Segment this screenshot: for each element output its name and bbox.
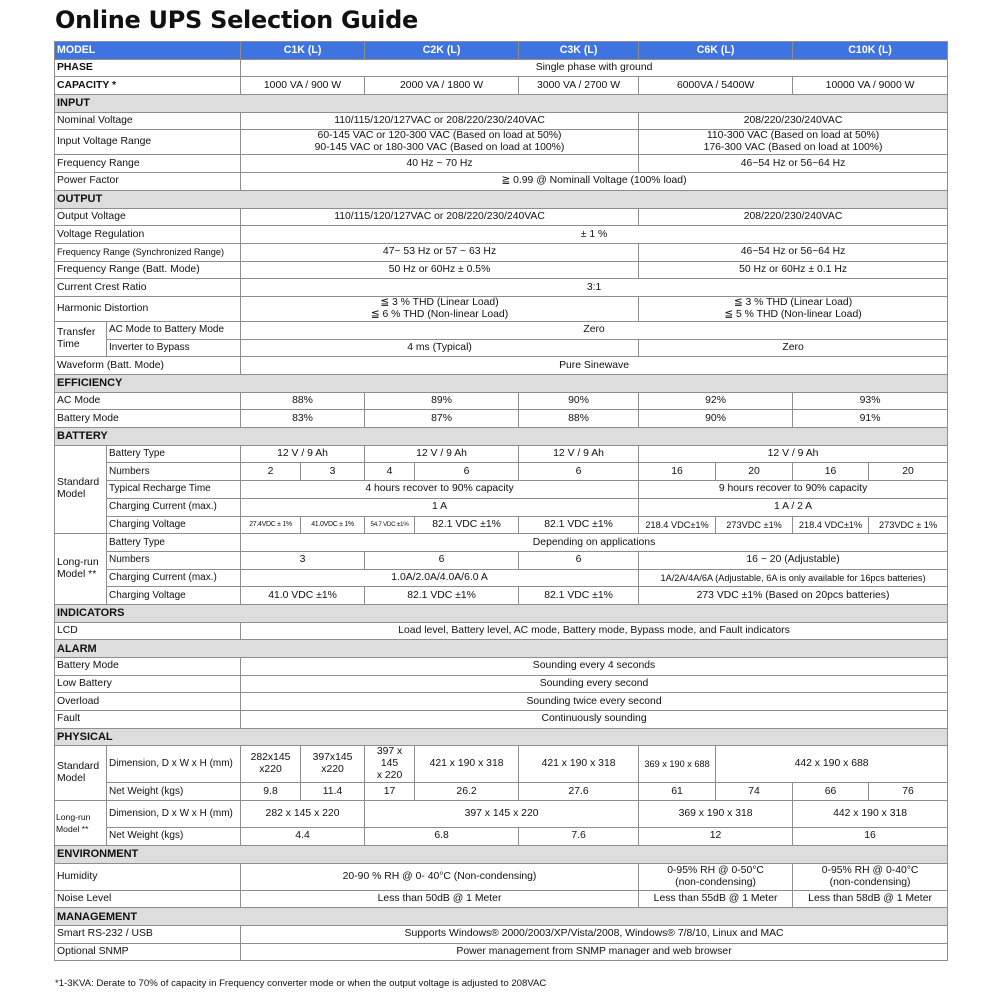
header-c10k: C10K (L) (793, 42, 948, 60)
bat-voltage-6: 218.4 VDC±1% (639, 516, 716, 534)
alarm-battery-mode-row (55, 658, 948, 676)
phys-std-weight-3: 17 (365, 783, 415, 801)
capacity-label: CAPACITY * (55, 77, 241, 95)
bat-numbers-6: 16 (639, 463, 716, 481)
section-management (55, 908, 948, 926)
output-thd-a: ≦ 3 % THD (Linear Load) ≦ 6 % THD (Non-linear Load) (241, 296, 639, 321)
indicators-lcd-row (55, 622, 948, 640)
bat-lr-voltage-row (55, 587, 948, 605)
phys-std-weight-9: 76 (869, 783, 948, 801)
eff-ac-c1k: 88% (241, 392, 365, 410)
eff-ac-row (55, 392, 948, 410)
env-humidity-a: 20-90 % RH @ 0- 40°C (Non-condensing) (241, 863, 639, 890)
bat-voltage-5: 82.1 VDC ±1% (519, 516, 639, 534)
eff-ac-c3k: 90% (519, 392, 639, 410)
phys-lr-weight-c10k: 16 (793, 828, 948, 846)
env-humidity-label: Humidity (55, 863, 241, 890)
input-nominal-b: 208/220/230/240VAC (639, 112, 948, 130)
header-c2k: C2K (L) (365, 42, 519, 60)
env-noise-row (55, 890, 948, 908)
phys-standard-label: Standard Model (55, 746, 107, 801)
phase-value: Single phase with ground (241, 59, 948, 77)
phys-std-weight-row (55, 783, 948, 801)
alarm-battery-mode-value: Sounding every 4 seconds (241, 658, 948, 676)
input-nominal-label: Nominal Voltage (55, 112, 241, 130)
phys-std-weight-7: 74 (716, 783, 793, 801)
section-battery (55, 428, 948, 446)
bat-longrun-label: Long-run Model ** (55, 534, 107, 605)
header-row (55, 42, 948, 60)
output-voltage-b: 208/220/230/240VAC (639, 208, 948, 226)
input-nominal-a: 110/115/120/127VAC or 208/220/230/240VAC (241, 112, 639, 130)
output-transfer-label: Transfer Time (55, 321, 107, 356)
output-voltage-a: 110/115/120/127VAC or 208/220/230/240VAC (241, 208, 639, 226)
phys-std-weight-6: 61 (639, 783, 716, 801)
bat-voltage-row (55, 516, 948, 534)
phys-std-dim-6: 369 x 190 x 688 (639, 746, 716, 783)
env-noise-c10k: Less than 58dB @ 1 Meter (793, 890, 948, 908)
output-wave-value: Pure Sinewave (241, 357, 948, 375)
phys-std-dim-1: 282x145 x220 (241, 746, 301, 783)
input-range-row (55, 130, 948, 155)
output-ac-batt-value: Zero (241, 321, 948, 339)
output-sync-a: 47~ 53 Hz or 57 ~ 63 Hz (241, 243, 639, 261)
output-crest-value: 3:1 (241, 279, 948, 297)
eff-ac-label: AC Mode (55, 392, 241, 410)
section-efficiency (55, 375, 948, 393)
header-c1k: C1K (L) (241, 42, 365, 60)
phys-std-weight-label: Net Weight (kgs) (107, 783, 241, 801)
output-reg-row (55, 226, 948, 244)
output-transfer-row-2 (55, 339, 948, 357)
mgmt-rs232-row (55, 925, 948, 943)
phys-std-dim-5: 421 x 190 x 318 (519, 746, 639, 783)
section-alarm-label: ALARM (55, 640, 948, 658)
output-wave-row (55, 357, 948, 375)
output-voltage-row (55, 208, 948, 226)
bat-type-row (55, 445, 948, 463)
bat-current-label: Charging Current (max.) (107, 498, 241, 516)
phys-std-weight-1: 9.8 (241, 783, 301, 801)
section-physical-label: PHYSICAL (55, 728, 948, 746)
bat-lr-voltage-c6k-c10k: 273 VDC ±1% (Based on 20pcs batteries) (639, 587, 948, 605)
output-ac-batt-label: AC Mode to Battery Mode (107, 321, 241, 339)
phase-label: PHASE (55, 59, 241, 77)
eff-batt-c2k: 87% (365, 410, 519, 428)
input-pf-value: ≧ 0.99 @ Nominall Voltage (100% load) (241, 173, 948, 191)
eff-batt-c6k: 90% (639, 410, 793, 428)
input-freq-label: Frequency Range (55, 155, 241, 173)
section-environment-label: ENVIRONMENT (55, 845, 948, 863)
alarm-fault-value: Continuously sounding (241, 711, 948, 729)
bat-lr-voltage-c1k: 41.0 VDC ±1% (241, 587, 365, 605)
output-inv-bypass-b: Zero (639, 339, 948, 357)
mgmt-rs232-label: Smart RS-232 / USB (55, 925, 241, 943)
phase-row (55, 59, 948, 77)
output-sync-b: 46~54 Hz or 56~64 Hz (639, 243, 948, 261)
alarm-overload-row (55, 693, 948, 711)
mgmt-snmp-value: Power management from SNMP manager and web browser (241, 943, 948, 961)
input-range-a: 60-145 VAC or 120-300 VAC (Based on load at 50%) 90-145 VAC or 180-300 VAC (Based on load at 100%) (241, 130, 639, 155)
env-noise-a: Less than 50dB @ 1 Meter (241, 890, 639, 908)
bat-standard-label: Standard Model (55, 445, 107, 533)
output-wave-label: Waveform (Batt. Mode) (55, 357, 241, 375)
env-humidity-c10k: 0-95% RH @ 0-40°C (non-condensing) (793, 863, 948, 890)
header-c3k: C3K (L) (519, 42, 639, 60)
input-nominal-row (55, 112, 948, 130)
alarm-fault-row (55, 711, 948, 729)
input-pf-label: Power Factor (55, 173, 241, 191)
alarm-battery-mode-label: Battery Mode (55, 658, 241, 676)
section-efficiency-label: EFFICIENCY (55, 375, 948, 393)
bat-lr-current-row (55, 569, 948, 587)
alarm-overload-label: Overload (55, 693, 241, 711)
bat-current-b: 1 A / 2 A (639, 498, 948, 516)
bat-voltage-3: 54.7 VDC ±1% (365, 516, 415, 534)
bat-recharge-a: 4 hours recover to 90% capacity (241, 481, 639, 499)
phys-std-dim-row (55, 746, 948, 783)
bat-numbers-2: 3 (301, 463, 365, 481)
bat-type-c3k: 12 V / 9 Ah (519, 445, 639, 463)
bat-lr-current-label: Charging Current (max.) (107, 569, 241, 587)
bat-numbers-8: 16 (793, 463, 869, 481)
mgmt-snmp-row (55, 943, 948, 961)
footnote: *1-3KVA: Derate to 70% of capacity in Frequency converter mode or when the output voltage is adjusted to 208VAC (55, 978, 547, 989)
bat-lr-type-row (55, 534, 948, 552)
header-model: MODEL (55, 42, 241, 60)
phys-std-dim-3: 397 x 145 x 220 (365, 746, 415, 783)
section-output (55, 190, 948, 208)
phys-std-weight-4: 26.2 (415, 783, 519, 801)
phys-lr-weight-c1k: 4.4 (241, 828, 365, 846)
output-thd-row (55, 296, 948, 321)
bat-voltage-8: 218.4 VDC±1% (793, 516, 869, 534)
phys-std-weight-5: 27.6 (519, 783, 639, 801)
phys-lr-weight-c3k: 7.6 (519, 828, 639, 846)
output-reg-value: ± 1 % (241, 226, 948, 244)
spec-table (54, 41, 948, 961)
input-freq-row (55, 155, 948, 173)
bat-lr-voltage-label: Charging Voltage (107, 587, 241, 605)
alarm-fault-label: Fault (55, 711, 241, 729)
bat-numbers-5: 6 (519, 463, 639, 481)
output-batt-freq-row (55, 261, 948, 279)
bat-lr-type-label: Battery Type (107, 534, 241, 552)
output-sync-label: Frequency Range (Synchronized Range) (55, 243, 241, 261)
bat-voltage-label: Charging Voltage (107, 516, 241, 534)
phys-lr-weight-c6k: 12 (639, 828, 793, 846)
phys-lr-dim-c10k: 442 x 190 x 318 (793, 801, 948, 828)
bat-numbers-9: 20 (869, 463, 948, 481)
phys-lr-dim-c6k: 369 x 190 x 318 (639, 801, 793, 828)
input-pf-row (55, 173, 948, 191)
section-physical (55, 728, 948, 746)
bat-voltage-9: 273VDC ± 1% (869, 516, 948, 534)
eff-batt-label: Battery Mode (55, 410, 241, 428)
bat-voltage-1: 27.4VDC ± 1% (241, 516, 301, 534)
header-c6k: C6K (L) (639, 42, 793, 60)
output-reg-label: Voltage Regulation (55, 226, 241, 244)
phys-lr-weight-row (55, 828, 948, 846)
bat-lr-numbers-c2k: 6 (365, 551, 519, 569)
alarm-low-battery-label: Low Battery (55, 675, 241, 693)
output-thd-label: Harmonic Distortion (55, 296, 241, 321)
bat-recharge-row (55, 481, 948, 499)
bat-current-row (55, 498, 948, 516)
indicators-lcd-value: Load level, Battery level, AC mode, Battery mode, Bypass mode, and Fault indicators (241, 622, 948, 640)
bat-current-a: 1 A (241, 498, 639, 516)
phys-lr-weight-label: Net Weight (kgs) (107, 828, 241, 846)
output-crest-label: Current Crest Ratio (55, 279, 241, 297)
eff-ac-c10k: 93% (793, 392, 948, 410)
mgmt-snmp-label: Optional SNMP (55, 943, 241, 961)
output-inv-bypass-label: Inverter to Bypass (107, 339, 241, 357)
capacity-c2k: 2000 VA / 1800 W (365, 77, 519, 95)
bat-numbers-1: 2 (241, 463, 301, 481)
env-humidity-row (55, 863, 948, 890)
input-freq-b: 46~54 Hz or 56~64 Hz (639, 155, 948, 173)
alarm-overload-value: Sounding twice every second (241, 693, 948, 711)
section-environment (55, 845, 948, 863)
eff-batt-row (55, 410, 948, 428)
output-inv-bypass-a: 4 ms (Typical) (241, 339, 639, 357)
section-output-label: OUTPUT (55, 190, 948, 208)
env-noise-label: Noise Level (55, 890, 241, 908)
bat-lr-numbers-c3k: 6 (519, 551, 639, 569)
section-management-label: MANAGEMENT (55, 908, 948, 926)
input-freq-a: 40 Hz ~ 70 Hz (241, 155, 639, 173)
capacity-c3k: 3000 VA / 2700 W (519, 77, 639, 95)
eff-batt-c1k: 83% (241, 410, 365, 428)
env-noise-c6k: Less than 55dB @ 1 Meter (639, 890, 793, 908)
bat-numbers-7: 20 (716, 463, 793, 481)
section-battery-label: BATTERY (55, 428, 948, 446)
eff-batt-c3k: 88% (519, 410, 639, 428)
eff-batt-c10k: 91% (793, 410, 948, 428)
output-transfer-row-1 (55, 321, 948, 339)
phys-std-dim-label: Dimension, D x W x H (mm) (107, 746, 241, 783)
phys-std-dim-7: 442 x 190 x 688 (716, 746, 948, 783)
phys-lr-dim-c2k-c3k: 397 x 145 x 220 (365, 801, 639, 828)
bat-lr-numbers-label: Numbers (107, 551, 241, 569)
output-voltage-label: Output Voltage (55, 208, 241, 226)
section-input (55, 95, 948, 113)
bat-lr-current-b: 1A/2A/4A/6A (Adjustable, 6A is only available for 16pcs batteries) (639, 569, 948, 587)
input-range-label: Input Voltage Range (55, 130, 241, 155)
bat-lr-type-value: Depending on applications (241, 534, 948, 552)
phys-std-weight-2: 11.4 (301, 783, 365, 801)
output-batt-freq-label: Frequency Range (Batt. Mode) (55, 261, 241, 279)
phys-longrun-label: Long-run Model ** (55, 801, 107, 846)
eff-ac-c6k: 92% (639, 392, 793, 410)
output-sync-row (55, 243, 948, 261)
mgmt-rs232-value: Supports Windows® 2000/2003/XP/Vista/2008, Windows® 7/8/10, Linux and MAC (241, 925, 948, 943)
section-indicators-label: INDICATORS (55, 604, 948, 622)
bat-lr-numbers-row (55, 551, 948, 569)
bat-numbers-label: Numbers (107, 463, 241, 481)
bat-numbers-row (55, 463, 948, 481)
phys-std-dim-4: 421 x 190 x 318 (415, 746, 519, 783)
eff-ac-c2k: 89% (365, 392, 519, 410)
section-alarm (55, 640, 948, 658)
bat-numbers-4: 6 (415, 463, 519, 481)
phys-std-dim-2: 397x145 x220 (301, 746, 365, 783)
bat-voltage-2: 41.0VDC ± 1% (301, 516, 365, 534)
output-batt-freq-b: 50 Hz or 60Hz ± 0.1 Hz (639, 261, 948, 279)
bat-type-c2k: 12 V / 9 Ah (365, 445, 519, 463)
phys-lr-dim-c1k: 282 x 145 x 220 (241, 801, 365, 828)
alarm-low-battery-row (55, 675, 948, 693)
capacity-row (55, 77, 948, 95)
capacity-c1k: 1000 VA / 900 W (241, 77, 365, 95)
bat-recharge-label: Typical Recharge Time (107, 481, 241, 499)
page-title: Online UPS Selection Guide (55, 6, 418, 34)
capacity-c6k: 6000VA / 5400W (639, 77, 793, 95)
bat-type-c6k-c10k: 12 V / 9 Ah (639, 445, 948, 463)
bat-numbers-3: 4 (365, 463, 415, 481)
bat-lr-voltage-c2k: 82.1 VDC ±1% (365, 587, 519, 605)
output-crest-row (55, 279, 948, 297)
bat-type-c1k: 12 V / 9 Ah (241, 445, 365, 463)
bat-type-label: Battery Type (107, 445, 241, 463)
section-indicators (55, 604, 948, 622)
indicators-lcd-label: LCD (55, 622, 241, 640)
bat-lr-numbers-c6k-c10k: 16 ~ 20 (Adjustable) (639, 551, 948, 569)
input-range-b: 110-300 VAC (Based on load at 50%) 176-300 VAC (Based on load at 100%) (639, 130, 948, 155)
output-batt-freq-a: 50 Hz or 60Hz ± 0.5% (241, 261, 639, 279)
alarm-low-battery-value: Sounding every second (241, 675, 948, 693)
output-thd-b: ≦ 3 % THD (Linear Load) ≦ 5 % THD (Non-linear Load) (639, 296, 948, 321)
env-humidity-c6k: 0-95% RH @ 0-50°C (non-condensing) (639, 863, 793, 890)
bat-recharge-b: 9 hours recover to 90% capacity (639, 481, 948, 499)
phys-lr-dim-row (55, 801, 948, 828)
bat-lr-voltage-c3k: 82.1 VDC ±1% (519, 587, 639, 605)
capacity-c10k: 10000 VA / 9000 W (793, 77, 948, 95)
phys-lr-dim-label: Dimension, D x W x H (mm) (107, 801, 241, 828)
section-input-label: INPUT (55, 95, 948, 113)
bat-lr-current-a: 1.0A/2.0A/4.0A/6.0 A (241, 569, 639, 587)
phys-lr-weight-c2k: 6.8 (365, 828, 519, 846)
phys-std-weight-8: 66 (793, 783, 869, 801)
bat-lr-numbers-c1k: 3 (241, 551, 365, 569)
bat-voltage-4: 82.1 VDC ±1% (415, 516, 519, 534)
bat-voltage-7: 273VDC ±1% (716, 516, 793, 534)
